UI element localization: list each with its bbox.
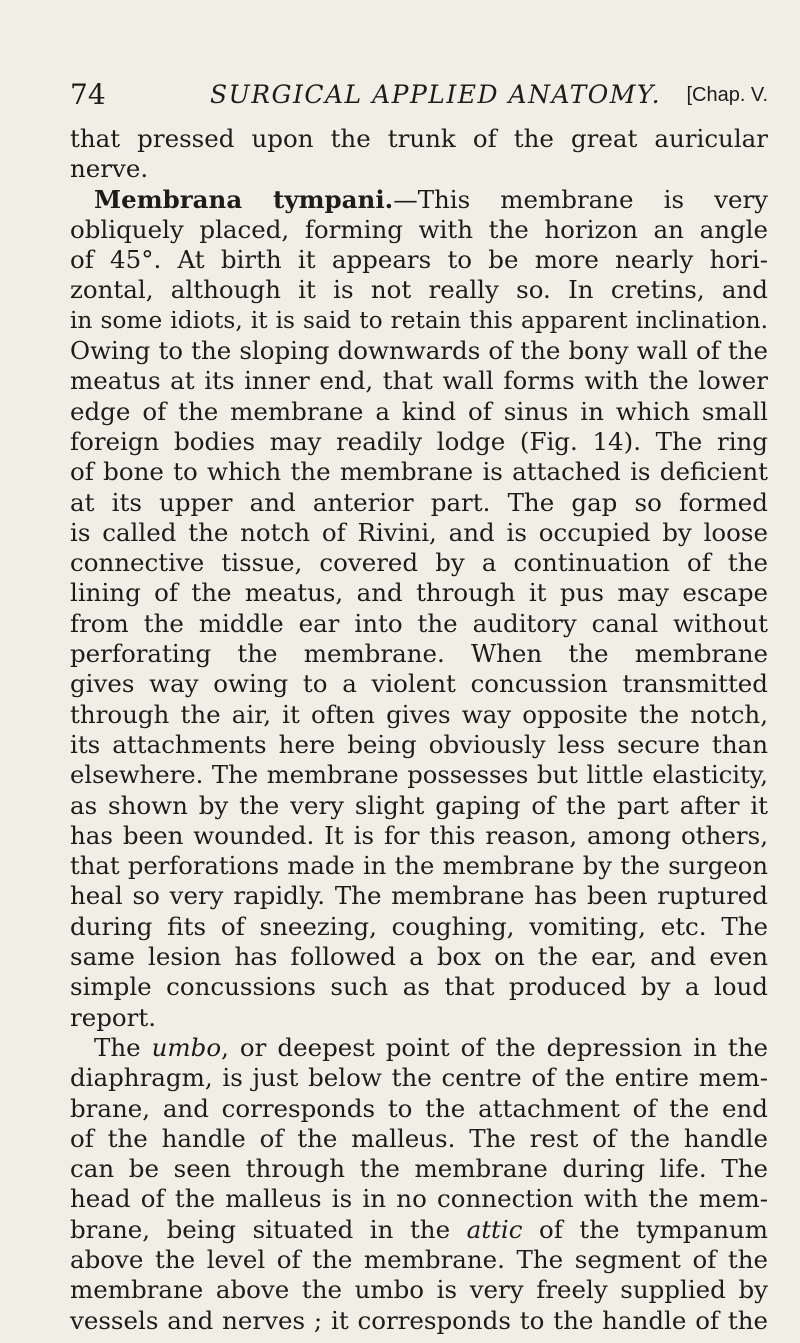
text-run: of the tympanum (522, 1214, 768, 1244)
text-line: from the middle ear into the auditory canal without (70, 608, 768, 638)
text-line: elsewhere. The membrane possesses but little elasticity, (70, 760, 768, 790)
text-run: —This membrane is very (393, 184, 768, 214)
text-line: at its upper and anterior part. The gap so formed (70, 487, 768, 517)
text-line: vessels and nerves ; it corresponds to the handle of the (70, 1305, 768, 1335)
text-line: nerve. (70, 154, 149, 184)
italic-term-attic: attic (466, 1214, 523, 1244)
text-line: perforating the membrane. When the membrane (70, 639, 768, 669)
text-line: of the handle of the malleus. The rest of the handle (70, 1123, 768, 1153)
text-line: its attachments here being obviously less secure than (70, 729, 768, 759)
text-line: zontal, although it is not really so. In cretins, and (70, 275, 768, 305)
text-line: through the air, it often gives way opposite the notch, (70, 699, 768, 729)
running-title: SURGICAL APPLIED ANATOMY. (210, 80, 662, 109)
text-line: edge of the membrane a kind of sinus in which small (70, 396, 768, 426)
text-line: of 45°. At birth it appears to be more nearly hori- (70, 245, 768, 275)
text-line (70, 185, 768, 215)
text-line: simple concussions such as that produced by a loud (70, 972, 768, 1002)
text-line: Owing to the sloping downwards of the bony wall of the (70, 336, 768, 366)
text-line: during fits of sneezing, coughing, vomiting, etc. The (70, 911, 768, 941)
text-line: in some idiots, it is said to retain this apparent inclination. (70, 306, 768, 334)
text-line: obliquely placed, forming with the horizon an angle (70, 214, 768, 244)
text-line: same lesion has followed a box on the ear, and even (70, 942, 768, 972)
text-line: report. (70, 1002, 156, 1032)
text-line: is called the notch of Rivini, and is occupied by loose (70, 517, 768, 547)
text-line: meatus at its inner end, that wall forms with the lower (70, 366, 768, 396)
text-line (70, 1033, 768, 1063)
text-line: has been wounded. It is for this reason, among others, (70, 820, 768, 850)
text-line: diaphragm, is just below the centre of the entire mem- (70, 1063, 768, 1093)
italic-term-umbo: umbo (151, 1032, 222, 1062)
text-line: that perforations made in the membrane by the surgeon (70, 851, 768, 881)
chapter-label: [Chap. V. (686, 84, 768, 106)
body-text (70, 124, 768, 1336)
page-number: 74 (70, 78, 106, 111)
text-line: as shown by the very slight gaping of the part after it (70, 790, 768, 820)
text-run: brane, being situated in the (70, 1214, 467, 1244)
text-line: brane, and corresponds to the attachment of the end (70, 1093, 768, 1123)
text-run: The (94, 1032, 152, 1062)
text-line (70, 1215, 768, 1245)
text-line: foreign bodies may readily lodge (Fig. 14). The ring (70, 426, 768, 456)
text-line: that pressed upon the trunk of the great auricular (70, 124, 768, 153)
text-line: connective tissue, covered by a continuation of the (70, 548, 768, 578)
page-header (70, 78, 768, 112)
text-line: can be seen through the membrane during life. The (70, 1154, 768, 1184)
text-line: lining of the meatus, and through it pus may escape (70, 578, 768, 608)
text-line: head of the malleus is in no connection with the mem- (70, 1184, 768, 1214)
text-line: heal so very rapidly. The membrane has been ruptured (70, 881, 768, 911)
text-run: , or deepest point of the depression in the (221, 1032, 768, 1062)
section-heading: Membrana tympani. (94, 184, 394, 214)
text-line: gives way owing to a violent concussion transmitted (70, 669, 768, 699)
text-line: membrane above the umbo is very freely supplied by (70, 1275, 768, 1305)
text-line: of bone to which the membrane is attached is deficient (70, 457, 768, 487)
text-line: above the level of the membrane. The segment of the (70, 1244, 768, 1274)
